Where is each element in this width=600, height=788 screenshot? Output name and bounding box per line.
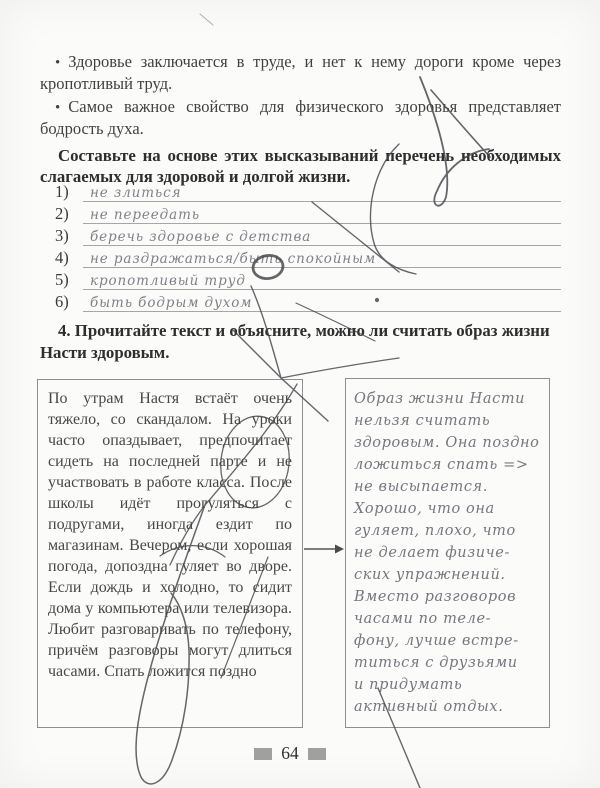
list-item-number: 4) [55,248,69,267]
quote-paragraph [40,52,561,94]
list-item-number: 3) [55,226,69,245]
page-footer [0,745,580,762]
footer-ornament-right [308,748,326,760]
handwritten-answer: не злиться [90,185,182,201]
list-item [55,268,561,290]
handwritten-line: часами по теле- [354,611,492,627]
list-item-number: 6) [55,292,69,311]
quotes-section [40,52,561,142]
story-text: По утрам Настя встаёт очень тяжело, со скандалом. На уроки часто опаздывает, предпочитает сидеть на последней парте и не участвовать в работе класса. После школы идёт прогуляться с подругами, иногда ездит по магазинам. Вечером, если хорошая погода, допоздна гуляет во дворе. Если дождь и холодно, то сидит дома у компьютера или телевизора. Любит разговаривать по телефону, причём разговоры могут длиться часами. Спать ложится поздно [48,390,292,680]
answer-line [83,268,561,290]
handwritten-line: и придумать [354,677,463,693]
list-item [55,202,561,224]
bullet-icon: • [55,55,61,71]
handwritten-line: ских упражнений. [354,567,506,583]
list-item-number: 5) [55,270,69,289]
pen-stroke [200,14,213,25]
handwritten-answer-box [345,378,550,728]
answer-line [83,246,561,268]
handwritten-line: Вместо разговоров [354,589,517,605]
handwritten-answer: быть бодрым духом [90,295,253,311]
answer-line [83,202,561,224]
handwritten-answer: не раздражаться/быть спокойным [90,251,377,267]
handwritten-line: гуляет, плохо, что [354,523,516,539]
handwritten-answer: не переедать [90,207,201,223]
handwritten-line: ложиться спать => [354,457,529,473]
list-item [55,180,561,202]
handwritten-line: не делает физиче- [354,545,510,561]
handwritten-line: нельзя считать [354,413,491,429]
answer-line [83,224,561,246]
answer-line [83,290,561,312]
task4-heading: 4. Прочитайте текст и объясните, можно ли считать образ жизни Насти здоровым. [40,321,550,362]
footer-ornament-left [254,748,272,760]
quote-paragraph [40,97,561,139]
list-item [55,290,561,312]
page-number: 64 [281,743,299,763]
handwritten-line: титься с друзьями [354,655,518,671]
handwritten-line: не высыпается. [354,479,488,495]
list-item-number: 1) [55,182,69,201]
quote-text: Здоровье заключается в труде, и нет к нему дороги кроме через кропотливый труд. [40,52,561,93]
answer-line [83,180,561,202]
list-item [55,246,561,268]
list-item-number: 2) [55,204,69,223]
bullet-icon: • [55,100,61,117]
answer-list [55,180,561,312]
arrow-right-icon [303,542,345,556]
handwritten-line: Образ жизни Насти [354,391,526,407]
handwritten-line: активный отдых. [354,699,504,715]
handwritten-line: фону, лучше встре- [354,633,519,649]
handwritten-answer: кропотливый труд [90,273,246,289]
story-text-box [37,379,303,728]
handwritten-line: Хорошо, что она [354,501,495,517]
handwritten-line: здоровым. Она поздно [354,435,540,451]
quote-text: Самое важное свойство для физического здоровья представляет бодрость духа. [40,97,561,138]
list-item [55,224,561,246]
handwritten-answer: беречь здоровье с детства [90,229,312,245]
task3-instruction: Составьте на основе этих высказываний перечень необходимых слагаемых для здоровой и долгой жизни. [40,146,561,186]
